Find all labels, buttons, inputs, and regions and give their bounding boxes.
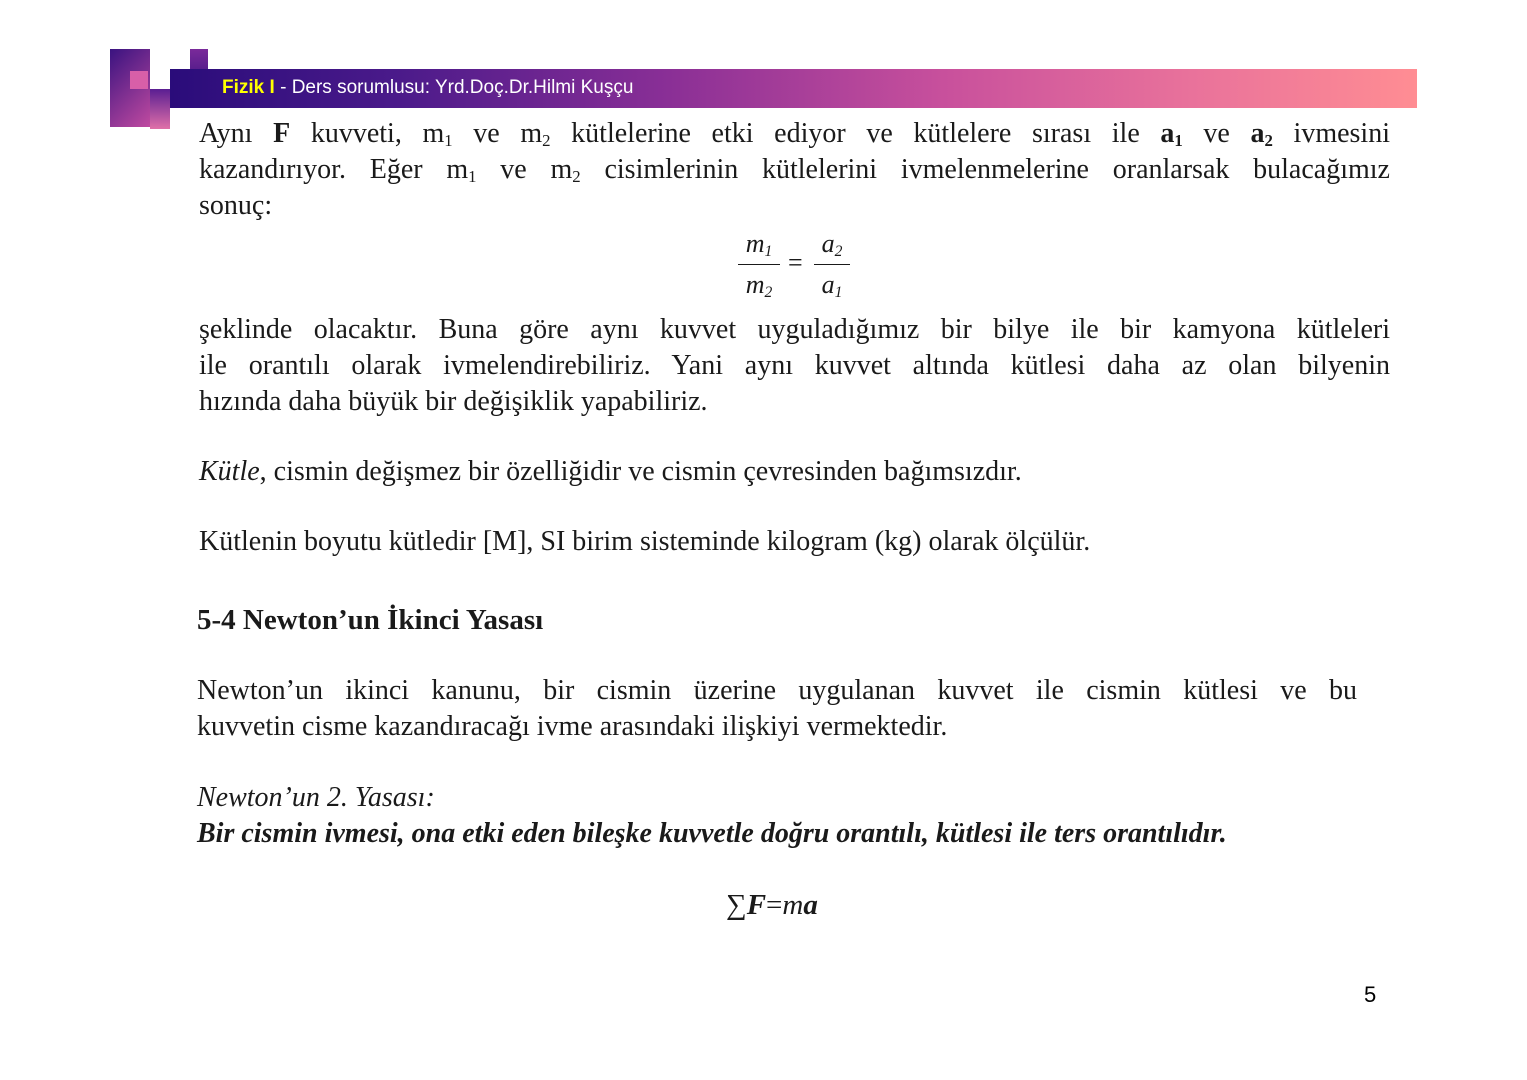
law-statement: Bir cismin ivmesi, ona etki eden bileşke kuvvetle doğru orantılı, kütlesi ile ters orantılıdır. xyxy=(197,818,1227,849)
fraction-mass xyxy=(738,226,780,303)
mass-acceleration-ratio-equation xyxy=(734,226,858,310)
paragraph-second-law-intro xyxy=(197,673,1357,745)
equals-sign: = xyxy=(788,248,803,277)
newton-second-law-equation: ∑F=ma xyxy=(726,889,818,921)
paragraph-mass-dimension xyxy=(199,524,1390,560)
header-title xyxy=(222,76,633,100)
paragraph-mass-property xyxy=(199,454,1390,490)
paragraph-mass-ratio-intro xyxy=(199,116,1390,224)
law-label: Newton’un 2. Yasası: xyxy=(197,782,435,813)
fraction-denominator: $a_1$ xyxy=(821,270,843,301)
fraction-acceleration xyxy=(814,226,850,303)
paragraph-line: Kütle, cismin değişmez bir özelliğidir ve cismin çevresinden bağımsızdır. xyxy=(199,456,1022,487)
fraction-bar xyxy=(738,264,780,265)
page-number: 5 xyxy=(1364,982,1377,1007)
paragraph-line: hızında daha büyük bir değişiklik yapabiliriz. xyxy=(199,386,708,417)
fraction-denominator: $m_2$ xyxy=(745,270,773,301)
paragraph-line: kuvvetin cisme kazandıracağı ivme arasındaki ilişkiyi vermektedir. xyxy=(197,711,948,742)
instructor-name: Ders sorumlusu: Yrd.Doç.Dr.Hilmi Kuşçu xyxy=(291,77,634,98)
paragraph-line: kazandırıyor. Eğer $m_1$ ve $m_2$ cisimlerinin kütlelerini ivmelenmelerine oranlarsak bulacağımız xyxy=(199,154,1390,187)
paragraph-line: Kütlenin boyutu kütledir [M], SI birim sisteminde kilogram (kg) olarak ölçülür. xyxy=(199,526,1091,557)
term-kutle: Kütle xyxy=(199,456,260,487)
fraction-bar xyxy=(814,264,850,265)
paragraph-ball-truck-example xyxy=(199,312,1390,420)
paragraph-line: sonuç: xyxy=(199,190,273,221)
fraction-numerator: $a_2$ xyxy=(821,229,843,260)
paragraph-line: şeklinde olacaktır. Buna göre aynı kuvvet uyguladığımız bir bilye ile bir kamyona kütleleri xyxy=(199,314,1390,345)
law-block xyxy=(197,780,1397,852)
fraction-numerator: $m_1$ xyxy=(745,229,773,260)
paragraph-line: ile orantılı olarak ivmelendirebiliriz. Yani aynı kuvvet altında kütlesi daha az olan bilyenin xyxy=(199,350,1390,381)
summation-symbol: ∑ xyxy=(726,889,747,921)
section-title: 5-4 Newton’un İkinci Yasası xyxy=(197,604,544,636)
paragraph-line: Aynı F kuvveti, $m_1$ ve $m_2$ kütlelerine etki ediyor ve kütlelere sırası ile $a_1$ ve $a_2$ ivmesini xyxy=(199,118,1390,151)
course-name: Fizik I xyxy=(222,77,275,98)
header-separator: - xyxy=(274,77,292,98)
paragraph-line: Newton’un ikinci kanunu, bir cismin üzerine uygulanan kuvvet ile cismin kütlesi ve bu xyxy=(197,675,1357,706)
